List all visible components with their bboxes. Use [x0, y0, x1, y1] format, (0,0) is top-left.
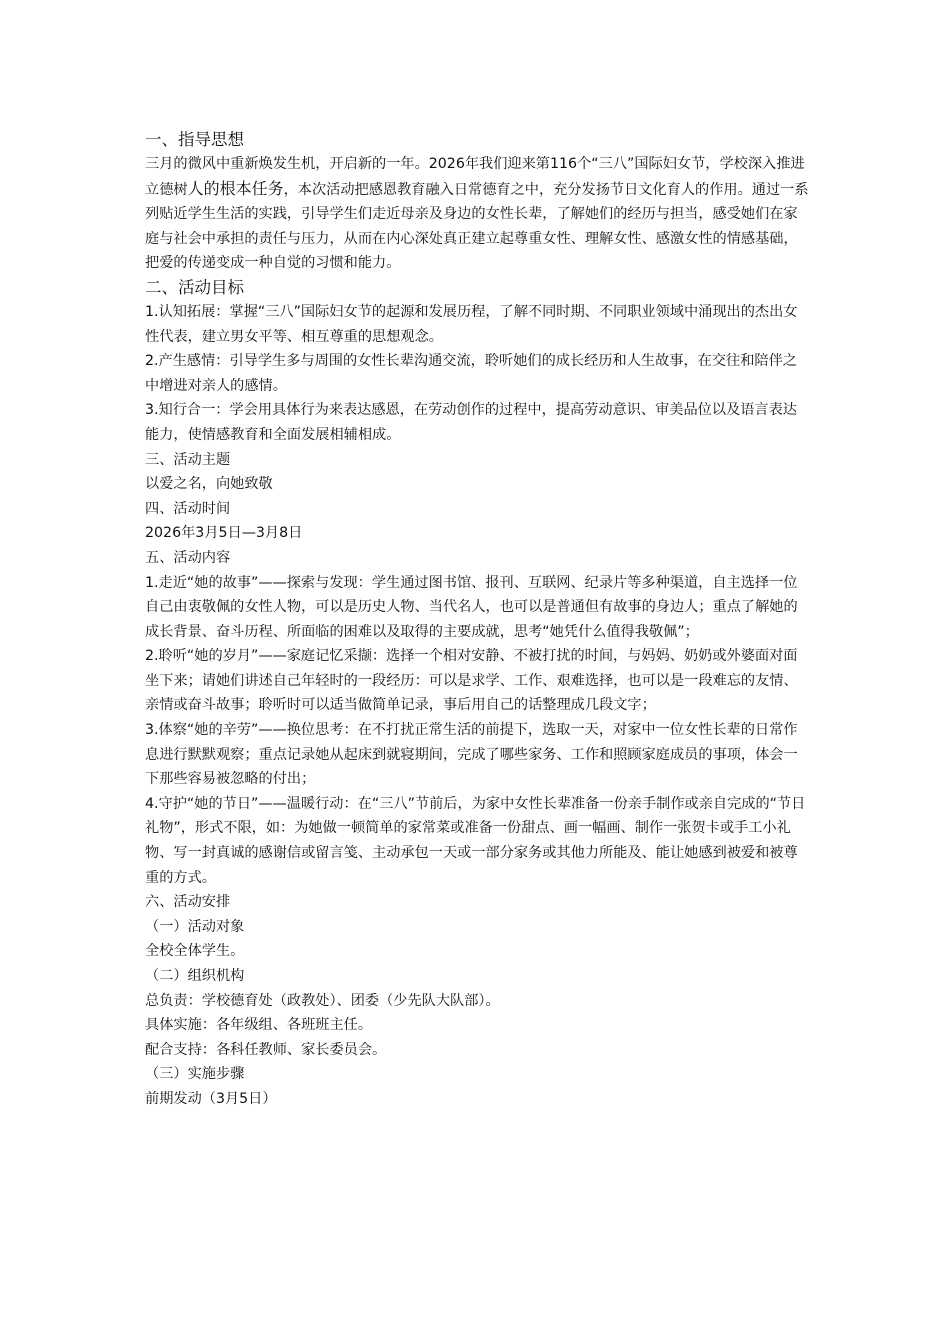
step-item: 前期发动（3月5日）	[145, 1090, 277, 1107]
subheading-steps: （三）实施步骤	[145, 1066, 245, 1083]
content-item: 2.聆听“她的岁月”——家庭记忆采撷：选择一个相对安静、不被打扰的时间，与妈妈、奶奶或外婆面对面坐下来；请她们讲述自己年轻时的一段经历：可以是求学、工作、艰难选择，也可以是一段难忘的友情、亲情或奋斗故事；聆听时可以适当做简单记录，事后用自己的话整理成几段文字；	[145, 648, 798, 714]
section-heading-theme: 三、活动主题	[145, 451, 231, 468]
emphasized-text-run: 人的根本任务	[187, 178, 284, 198]
section-heading-guiding-thought: 一、指导思想	[145, 130, 244, 149]
section-heading-arrangement: 六、活动安排	[145, 894, 231, 911]
goal-item: 2.产生感情：引导学生多与周围的女性长辈沟通交流，聆听她们的成长经历和人生故事，在交往和陪伴之中增进对亲人的感情。	[145, 353, 797, 394]
subheading-participants: （一）活动对象	[145, 918, 245, 935]
content-item: 4.守护“她的节日”——温暖行动：在“三八”节前后，为家中女性长辈准备一份亲手制作或亲自完成的“节日礼物”，形式不限，如：为她做一顿简单的家常菜或准备一份甜点、画一幅画、制作一张贺卡或手工小礼物、写一封真诚的感谢信或留言笺、主动承包一天或一部分家务或其他力所能及、能让她感到被爱和被尊重的方式。	[145, 795, 806, 886]
document-body	[145, 128, 810, 1112]
time-text: 2026年3月5日—3月8日	[145, 525, 303, 542]
text-run: 三月的微风中重新焕发生机，开启新的一年。2026年我们迎来第116个“三八”国际妇女节，学校深入推进立德树	[145, 156, 805, 198]
content-item: 3.体察“她的辛劳”——换位思考：在不打扰正常生活的前提下，选取一天，对家中一位女性长辈的日常作息进行默默观察；重点记录她从起床到就寝期间，完成了哪些家务、工作和照顾家庭成员的事项，体会一下那些容易被忽略的付出；	[145, 722, 798, 788]
theme-text: 以爱之名，向她致敬	[145, 476, 273, 493]
section-heading-goals: 二、活动目标	[145, 277, 244, 297]
section-heading-contents: 五、活动内容	[145, 549, 231, 566]
subheading-organization: （二）组织机构	[145, 968, 245, 984]
paragraph-guiding-thought	[145, 152, 810, 276]
goal-item: 1.认知拓展：掌握“三八”国际妇女节的起源和发展历程，了解不同时期、不同职业领域中涌现出的杰出女性代表，建立男女平等、相互尊重的思想观念。	[145, 303, 798, 345]
section-heading-time: 四、活动时间	[145, 500, 231, 517]
organization-item: 配合支持：各科任教师、家长委员会。	[145, 1041, 387, 1058]
text-run: ，本次活动把感恩教育融入日常德育之中，充分发扬节日文化育人的作用。通过一系列贴近学生生活的实践，引导学生们走近母亲及身边的女性长辈，了解她们的经历与担当，感受她们在家庭与社会中承担的责任与压力，从而在内心深处真正建立起尊重女性、理解女性、感激女性的情感基础，把爱的传递变成一种自觉的习惯和能力。	[145, 181, 809, 272]
content-item: 1.走近“她的故事”——探索与发现：学生通过图书馆、报刊、互联网、纪录片等多种渠道，自主选择一位自己由衷敬佩的女性人物，可以是历史人物、当代名人，也可以是普通但有故事的身边人；重点了解她的成长背景、奋斗历程、所面临的困难以及取得的主要成就，思考“她凭什么值得我敬佩”；	[145, 574, 798, 640]
goal-item: 3.知行合一：学会用具体行为来表达感恩，在劳动创作的过程中，提高劳动意识、审美品位以及语言表达能力，使情感教育和全面发展相辅相成。	[145, 402, 797, 443]
organization-item: 总负责：学校德育处（政教处）、团委（少先队大队部）。	[145, 992, 500, 1009]
organization-item: 具体实施：各年级组、各班班主任。	[145, 1017, 373, 1034]
participants-text: 全校全体学生。	[145, 943, 245, 960]
